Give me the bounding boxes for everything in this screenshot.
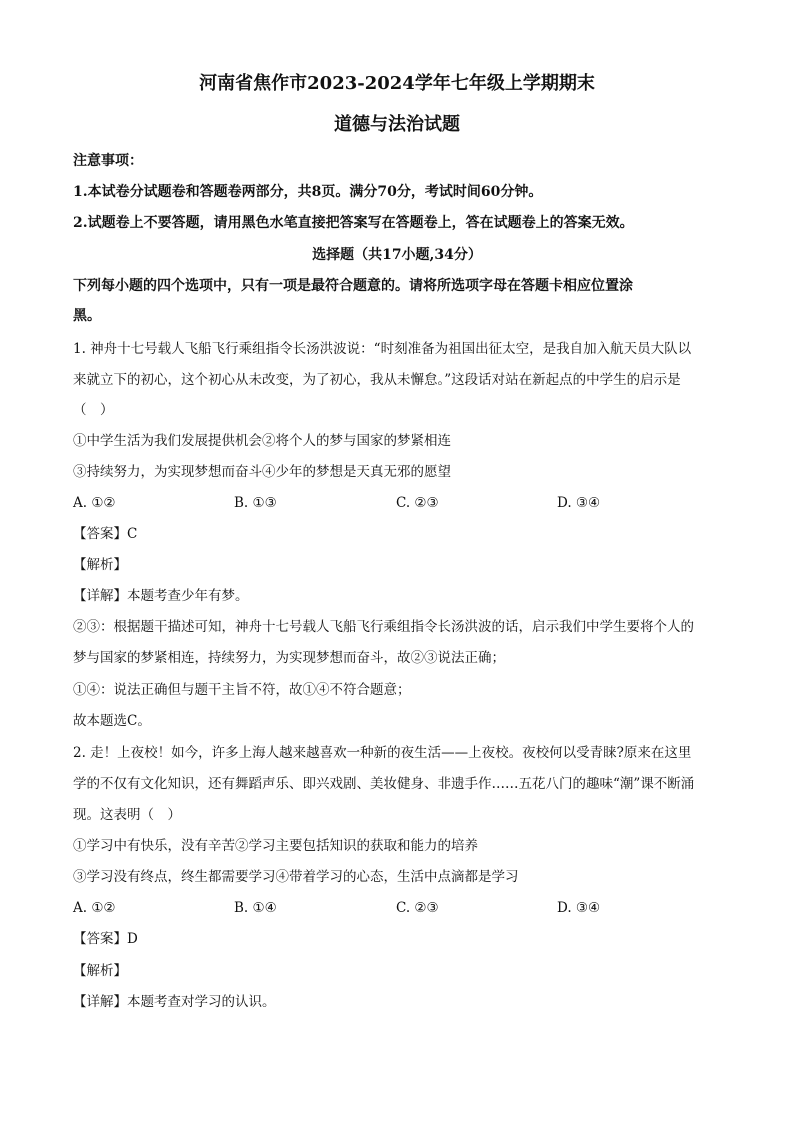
notice-item-2: 2.试题卷上不要答题，请用黑色水笔直接把答案写在答题卷上，答在试题卷上的答案无效。 xyxy=(73,215,634,231)
q1-detail: 【详解】本题考查少年有梦。 xyxy=(73,588,249,604)
q1-answer: 【答案】C xyxy=(73,526,138,542)
section-instruction-line-2: 黑。 xyxy=(73,308,101,324)
q1-option-b: B. ①③ xyxy=(234,495,277,511)
section-title: 选择题（共17小题,34分） xyxy=(312,247,482,263)
notice-heading: 注意事项： xyxy=(73,153,143,169)
q2-option-b: B. ①④ xyxy=(234,900,277,916)
document-subtitle: 道德与法治试题 xyxy=(334,114,460,135)
q1-statements-line-1: ①中学生活为我们发展提供机会②将个人的梦与国家的梦紧相连 xyxy=(73,433,451,449)
q2-statements-line-2: ③学习没有终点，终生都需要学习④带着学习的心态，生活中点滴都是学习 xyxy=(73,869,519,885)
q1-conclusion: 故本题选C。 xyxy=(73,713,151,729)
q1-stem-line-2: 来就立下的初心，这个初心从未改变，为了初心，我从未懈怠。”这段话对站在新起点的中学生的启示是 xyxy=(73,372,681,388)
q1-option-a: A. ①② xyxy=(73,495,116,511)
q1-analysis-label: 【解析】 xyxy=(73,557,127,573)
q1-explain-line-2: 梦与国家的梦紧相连，持续努力，为实现梦想而奋斗，故②③说法正确； xyxy=(73,650,505,666)
q2-stem-line-1: 2. 走！上夜校！如今，许多上海人越来越喜欢一种新的夜生活——上夜校。夜校何以受青睐?原来在这里 xyxy=(73,745,692,761)
q2-option-c: C. ②③ xyxy=(396,900,439,916)
q2-analysis-label: 【解析】 xyxy=(73,963,127,979)
q1-stem-line-1: 1. 神舟十七号载人飞船飞行乘组指令长汤洪波说：“时刻准备为祖国出征太空，是我自加入航天员大队以 xyxy=(73,341,692,357)
q2-stem-line-2: 学的不仅有文化知识，还有舞蹈声乐、即兴戏剧、美妆健身、非遗手作……五花八门的趣味“潮”课不断涌 xyxy=(73,776,695,792)
q1-option-d: D. ③④ xyxy=(557,495,601,511)
q1-explain-line-1: ②③：根据题干描述可知，神舟十七号载人飞船飞行乘组指令长汤洪波的话，启示我们中学生要将个人的 xyxy=(73,619,694,635)
q2-option-d: D. ③④ xyxy=(557,900,601,916)
q1-stem-line-3: （ ） xyxy=(73,402,114,418)
notice-item-1: 1.本试卷分试题卷和答题卷两部分，共8页。满分70分，考试时间60分钟。 xyxy=(73,184,543,200)
q2-detail: 【详解】本题考查对学习的认识。 xyxy=(73,994,276,1010)
q2-option-a: A. ①② xyxy=(73,900,116,916)
document-title: 河南省焦作市2023-2024学年七年级上学期期末 xyxy=(199,73,595,94)
q2-answer: 【答案】D xyxy=(73,931,138,947)
q1-explain-line-3: ①④：说法正确但与题干主旨不符，故①④不符合题意； xyxy=(73,682,411,698)
section-instruction-line-1: 下列每小题的四个选项中，只有一项是最符合题意的。请将所选项字母在答题卡相应位置涂 xyxy=(73,278,633,294)
q1-option-c: C. ②③ xyxy=(396,495,439,511)
q1-statements-line-2: ③持续努力，为实现梦想而奋斗④少年的梦想是天真无邪的愿望 xyxy=(73,464,451,480)
q2-stem-line-3: 现。这表明（ ） xyxy=(73,807,181,823)
q2-statements-line-1: ①学习中有快乐，没有辛苦②学习主要包括知识的获取和能力的培养 xyxy=(73,838,478,854)
